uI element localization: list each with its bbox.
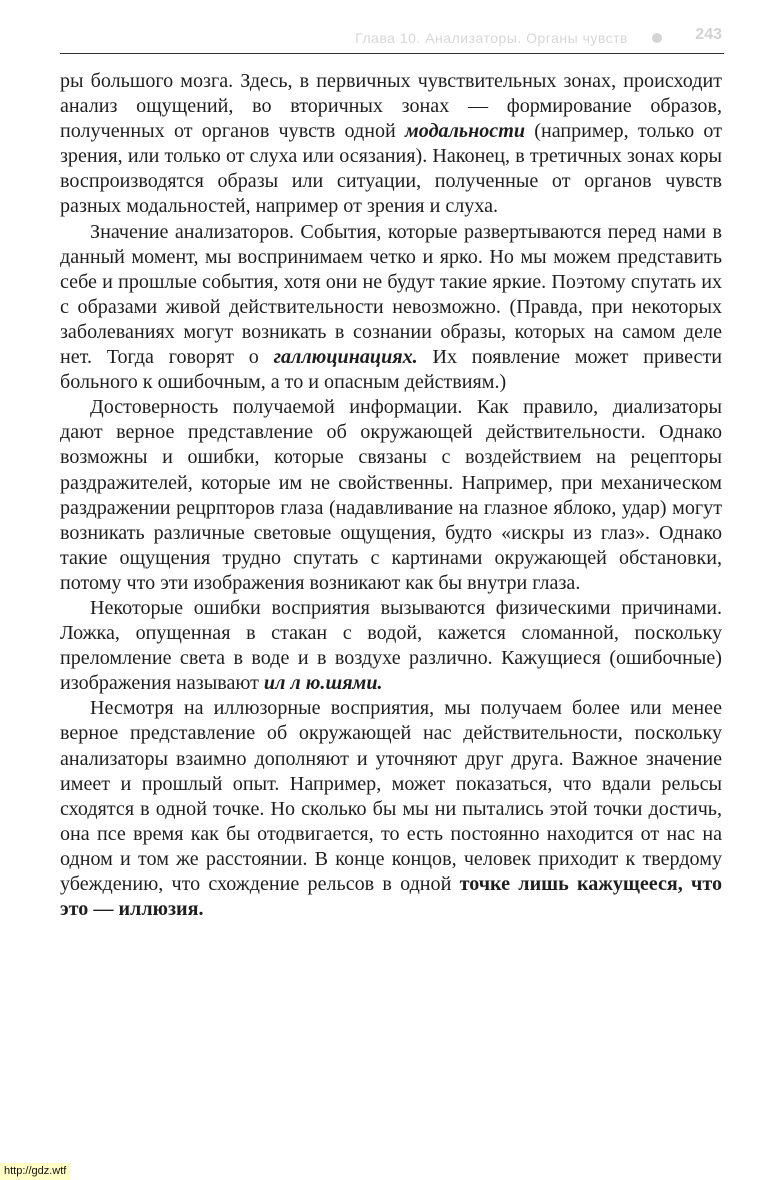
paragraph-illusions-conclusion	[60, 696, 722, 922]
term-illusions: ил л ю.шями.	[263, 672, 383, 695]
text-run: Значение анализаторов. События, которые развертываются перед нами в данный момент, мы воспринимаем четко и ярко. Но мы можем представить себе и прошлые события, хотя они не будут такие яркие. Поэтому спутать их с образами живой действительности невозможно. (Правда, при некоторых заболеваниях могут возникать в сознании образы, которых на самом деле нет. Тогда говорят о	[60, 220, 722, 369]
paragraph-perception-errors	[60, 596, 722, 696]
page-body	[60, 69, 722, 922]
paragraph-reliability	[60, 395, 722, 596]
page-number: 243	[695, 26, 722, 43]
text-run: ры большого мозга. Здесь, в первичных чувствительных зонах, происходит анализ ощущений, во вторичных зонах — формирование образов, полученных от органов чувств одной	[60, 70, 722, 143]
term-modality: модальности	[405, 120, 526, 143]
source-link[interactable]: http://gdz.wtf	[0, 1163, 70, 1180]
text-run: Их появление может привести больного к ошибочным, а то и опасным действиям.)	[60, 346, 722, 394]
page-header	[60, 0, 724, 58]
circle-marker-icon	[652, 33, 662, 43]
text-run: Достоверность получаемой информации. Как правило, диализаторы дают верное представление об окружающей действительности. Однако возможны и ошибки, которые связаны с воздействием на рецепторы раздражителей, которые им не свойственны. Например, при механическом раздражении рецрпторов глаза (надавливание на глазное яблоко, удар) могут возникать различные световые ощущения, будто «искры из глаз». Однако такие ощущения трудно спутать с картинами окружающей обстановки, потому что эти изображения возникают как бы внутри глаза.	[60, 396, 722, 594]
header-divider	[60, 53, 724, 54]
term-hallucinations: галлюцинациях.	[273, 346, 418, 369]
text-run: Некоторые ошибки восприятия вызываются физическими причинами. Ложка, опущенная в стакан с водой, кажется сломанной, поскольку преломление света в воде и в воздухе различно. Кажущиеся (ошибочные) изображения называют	[60, 596, 722, 695]
paragraph-sensory-zones	[60, 69, 722, 220]
bold-conclusion: точке лишь кажущееся, что это — иллюзия.	[60, 873, 722, 921]
text-run: (например, только от зрения, или только от слуха или осязания). Наконец, в третичных зонах коры воспроизводятся образы или ситуации, полученные от органов чувств разных модальностей, например от зрения и слуха.	[60, 120, 722, 218]
running-head: Глава 10. Анализаторы. Органы чувств	[355, 30, 628, 46]
paragraph-analyzer-significance	[60, 220, 722, 396]
text-run: Несмотря на иллюзорные восприятия, мы получаем более или менее верное представление об окружающей нас действительности, поскольку анализаторы взаимно дополняют и уточняют друг друга. Важное значение имеет и прошлый опыт. Например, может показаться, что вдали рельсы сходятся в одной точке. Но сколько бы мы ни пытались этой точки достичь, она псе время как бы отодвигается, то есть постоянно находится от нас на одном и том же расстоянии. В конце концов, человек приходит к твердому убеждению, что схождение рельсов в одной	[60, 697, 722, 895]
